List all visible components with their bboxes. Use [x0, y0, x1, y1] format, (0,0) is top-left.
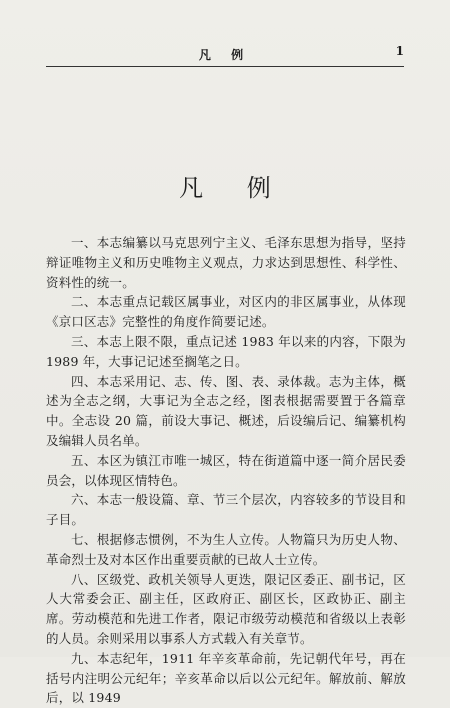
- paragraph-1: 一、本志编纂以马克思列宁主义、毛泽东思想为指导，坚持辩证唯物主义和历史唯物主义观点，力求达到思想性、科学性、资料性的统一。: [46, 235, 406, 290]
- paragraph-2: 二、本志重点记载区属事业，对区内的非区属事业，从体现《京口区志》完整性的角度作简要记述。: [46, 294, 406, 330]
- running-title: 凡 例: [198, 48, 252, 62]
- paragraph-5: 五、本区为镇江市唯一城区，特在街道篇中逐一简介居民委员会，以体现区情特色。: [46, 452, 406, 488]
- running-header: [46, 44, 404, 64]
- body-text: [46, 233, 406, 708]
- chapter-title: 凡 例: [179, 174, 289, 202]
- page-number: 1: [395, 44, 404, 58]
- paragraph-3: 三、本志上限不限，重点记述 1983 年以来的内容，下限为 1989 年，大事记记述至搁笔之日。: [46, 333, 406, 369]
- paragraph-9: 九、本志纪年，1911 年辛亥革命前，先记朝代年号，再在括号内注明公元纪年；辛亥革命以后以公元纪年。解放前、解放后，以 1949: [46, 650, 406, 706]
- paragraph-8: 八、区级党、政机关领导人更迭，限记区委正、副书记，区人大常委会正、副主任，区政府正、副区长，区政协正、副主席。劳动模范和先进工作者，限记市级劳动模范和省级以上表彰的人员。余则采用以事系人方式载入有关章节。: [46, 571, 406, 646]
- header-rule: [46, 66, 404, 67]
- paragraph-6: 六、本志一般设篇、章、节三个层次，内容较多的节设目和子目。: [46, 492, 406, 528]
- paragraph-7: 七、根据修志惯例，不为生人立传。人物篇只为历史人物、革命烈士及对本区作出重要贡献的已故人士立传。: [46, 531, 406, 567]
- paragraph-4: 四、本志采用记、志、传、图、表、录体裁。志为主体，概述为全志之纲，大事记为全志之经，图表根据需要置于各篇章中。全志设 20 篇，前设大事记、概述，后设编后记、编纂机构及编辑人员名单。: [46, 373, 406, 448]
